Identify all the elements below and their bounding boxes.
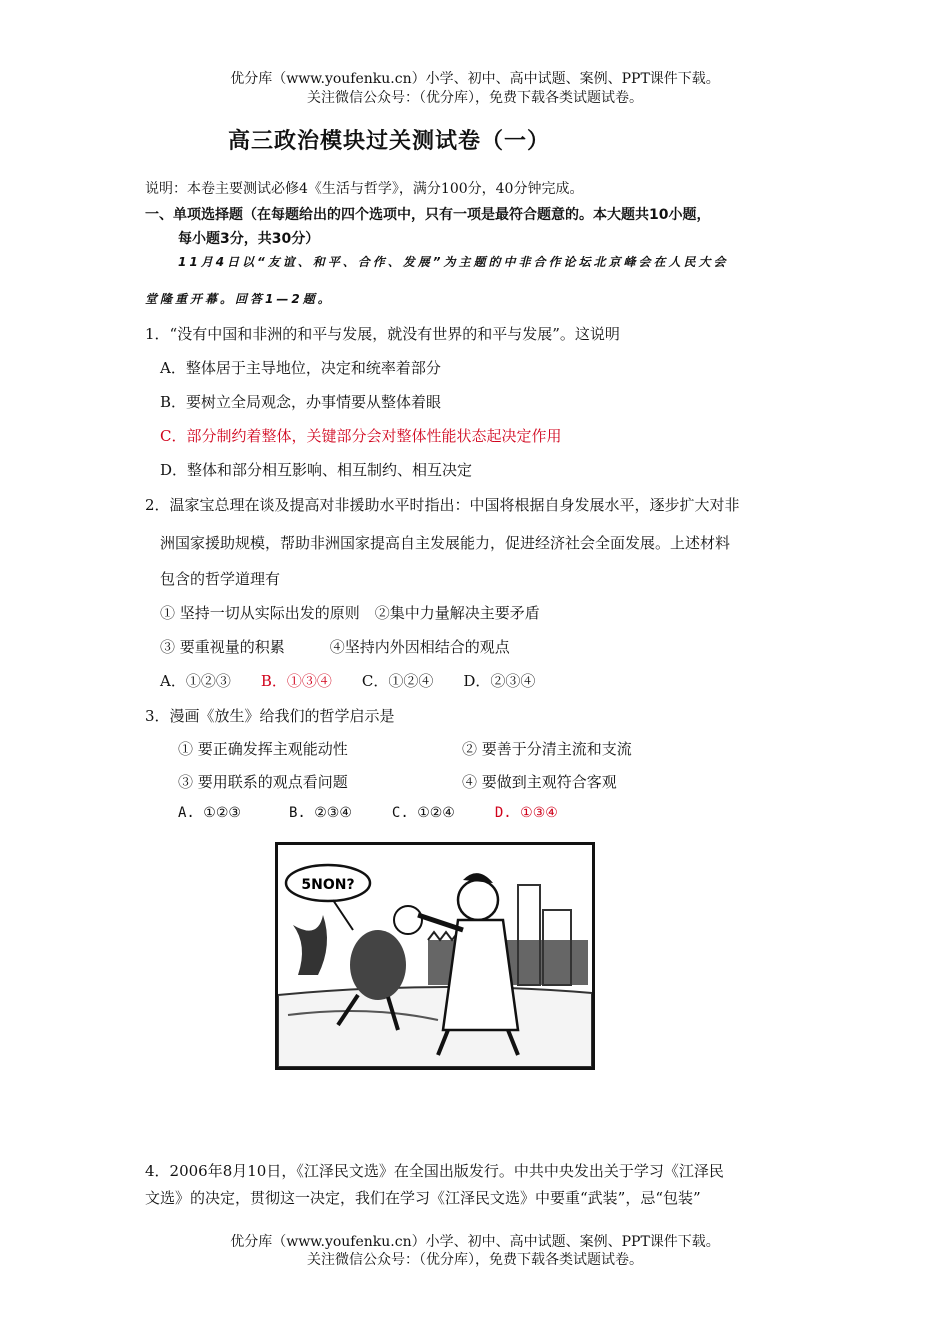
- smoke-shape: [293, 915, 327, 975]
- material-line-1: 11月4日以“友谊、和平、合作、发展”为主题的中非合作论坛北京峰会在人民大会: [178, 255, 729, 269]
- speech-bubble-text: 5NON?: [301, 877, 355, 893]
- q2-option-d: D．②③④: [463, 672, 536, 690]
- man-arm: [418, 915, 463, 930]
- q3-option-c: C. ①②④: [391, 805, 455, 821]
- q3-item-3: ③ 要用联系的观点看问题: [178, 773, 348, 791]
- q3-item-2: ② 要善于分清主流和支流: [462, 740, 632, 758]
- q3-option-d-answer: D. ①③④: [494, 805, 558, 821]
- page-title: 高三政治模块过关测试卷（一）: [228, 128, 551, 154]
- cartoon-image: [275, 842, 595, 1070]
- q1-option-a: A．整体居于主导地位，决定和统率着部分: [160, 359, 441, 377]
- ground: [278, 987, 592, 1067]
- q4-line-1: 4．2006年8月10日，《江泽民文选》在全国出版发行。中共中央发出关于学习《江泽民: [145, 1162, 724, 1180]
- speech-bubble-tail: [333, 900, 353, 930]
- section-heading: 一、单项选择题（在每题给出的四个选项中，只有一项是最符合题意的。本大题共10小题，: [145, 207, 711, 223]
- q4-line-2: 文选》的决定，贯彻这一决定，我们在学习《江泽民文选》中要重“武装”，忌“包装”: [145, 1189, 701, 1207]
- header-line-2: 关注微信公众号：（优分库），免费下载各类试题试卷。: [307, 90, 643, 106]
- q1-option-d: D．整体和部分相互影响、相互制约、相互决定: [160, 461, 473, 479]
- section-heading-cont: 每小题3分，共30分）: [178, 231, 320, 247]
- q3-item-1: ① 要正确发挥主观能动性: [178, 740, 348, 758]
- q1-option-c-answer: C．部分制约着整体，关键部分会对整体性能状态起决定作用: [160, 427, 562, 445]
- header-line-1: 优分库（www.youfenku.cn）小学、初中、高中试题、案例、PPT课件下载。: [230, 71, 720, 87]
- q2-stem-2: 洲国家援助规模，帮助非洲国家提高自主发展能力，促进经济社会全面发展。上述材料: [160, 534, 731, 552]
- q1-option-b: B．要树立全局观念，办事情要从整体着眼: [160, 393, 442, 411]
- footer-line-2: 关注微信公众号：（优分库），免费下载各类试题试卷。: [307, 1252, 643, 1268]
- q3-option-a: A. ①②③: [178, 805, 241, 821]
- q2-option-c: C．①②④: [361, 672, 434, 690]
- q3-option-b: B. ②③④: [288, 805, 352, 821]
- q2-stem-1: 2．温家宝总理在谈及提高对非援助水平时指出：中国将根据自身发展水平，逐步扩大对非: [145, 496, 740, 514]
- figure-head: [394, 906, 422, 934]
- q3-item-4: ④ 要做到主观符合客观: [462, 773, 617, 791]
- material-line-2: 堂隆重开幕。回答1—2题。: [145, 292, 333, 306]
- q2-items-1-2: ① 坚持一切从实际出发的原则 ②集中力量解决主要矛盾: [160, 604, 540, 622]
- cartoon-drawing: [278, 845, 592, 1067]
- q1-stem: 1．“没有中国和非洲的和平与发展，就没有世界的和平与发展”。这说明: [145, 325, 620, 343]
- figure-body: [350, 930, 406, 1000]
- q2-option-a: A．①②③: [160, 672, 231, 690]
- q3-stem: 3．漫画《放生》给我们的哲学启示是: [145, 707, 395, 725]
- q2-options: [160, 670, 565, 691]
- q2-items-3-4: ③ 要重视量的积累 ④坚持内外因相结合的观点: [160, 638, 510, 656]
- footer-line-1: 优分库（www.youfenku.cn）小学、初中、高中试题、案例、PPT课件下载。: [230, 1234, 720, 1250]
- q2-option-b-answer: B．①③④: [260, 672, 332, 690]
- man-head: [458, 880, 498, 920]
- q2-stem-3: 包含的哲学道理有: [160, 570, 281, 588]
- intro-note: 说明：本卷主要测试必修4《生活与哲学》，满分100分，40分钟完成。: [145, 181, 584, 197]
- q3-options: [178, 805, 588, 821]
